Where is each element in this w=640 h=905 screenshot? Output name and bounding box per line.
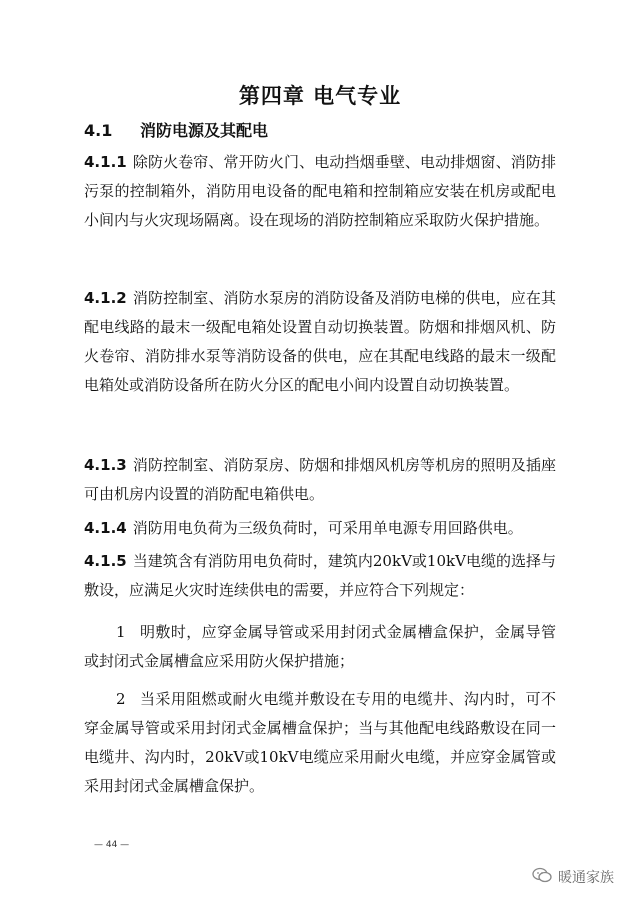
clause-4-1-5 xyxy=(84,547,556,605)
clause-number: 4.1.1 xyxy=(84,153,127,171)
clause-number: 4.1.3 xyxy=(84,456,127,474)
clause-text: 消防控制室、消防水泵房的消防设备及消防电梯的供电，应在其配电线路的最末一级配电箱处设置自动切换装置。防烟和排烟风机、防火卷帘、消防排水泵等消防设备的供电，应在其配电线路的最末一级配电箱处或消防设备所在防火分区的配电小间内设置自动切换装置。 xyxy=(84,289,556,394)
list-item-text: 明敷时，应穿金属导管或采用封闭式金属槽盒保护，金属导管或封闭式金属槽盒应采用防火保护措施； xyxy=(84,623,556,670)
list-item-text: 当采用阻燃或耐火电缆并敷设在专用的电缆井、沟内时，可不穿金属导管或采用封闭式金属槽盒保护；当与其他配电线路敷设在同一电缆井、沟内时，20kV或10kV电缆应采用耐火电缆，并应穿金属管或采用封闭式金属槽盒保护。 xyxy=(84,690,556,795)
clause-4-1-1 xyxy=(84,148,556,235)
list-item-number: 2 xyxy=(116,690,126,708)
list-item-number: 1 xyxy=(116,623,126,641)
clause-4-1-4 xyxy=(84,514,556,543)
clause-number: 4.1.4 xyxy=(84,519,127,537)
clause-number: 4.1.2 xyxy=(84,289,127,307)
clause-4-1-2 xyxy=(84,284,556,400)
page-number: — 44 — xyxy=(94,840,130,850)
wechat-icon xyxy=(532,867,552,887)
section-title-text: 消防电源及其配电 xyxy=(140,121,269,140)
list-item-2 xyxy=(84,685,556,801)
clause-number: 4.1.5 xyxy=(84,552,127,570)
chapter-title: 第四章 电气专业 xyxy=(238,84,402,108)
clause-text: 消防用电负荷为三级负荷时，可采用单电源专用回路供电。 xyxy=(132,519,523,537)
section-number: 4.1 xyxy=(84,121,113,140)
clause-4-1-3 xyxy=(84,451,556,509)
clause-text: 除防火卷帘、常开防火门、电动挡烟垂壁、电动排烟窗、消防排污泵的控制箱外，消防用电设备的配电箱和控制箱应安装在机房或配电小间内与火灾现场隔离。设在现场的消防控制箱应采取防火保护措施。 xyxy=(84,153,556,229)
list-item-1 xyxy=(84,618,556,676)
clause-text: 消防控制室、消防泵房、防烟和排烟风机房等机房的照明及插座可由机房内设置的消防配电箱供电。 xyxy=(84,456,556,503)
watermark xyxy=(532,867,614,887)
clause-text: 当建筑含有消防用电负荷时，建筑内20kV或10kV电缆的选择与敷设，应满足火灾时连续供电的需要，并应符合下列规定： xyxy=(84,552,556,599)
watermark-text: 暖通家族 xyxy=(558,870,614,886)
section-heading xyxy=(84,118,268,141)
